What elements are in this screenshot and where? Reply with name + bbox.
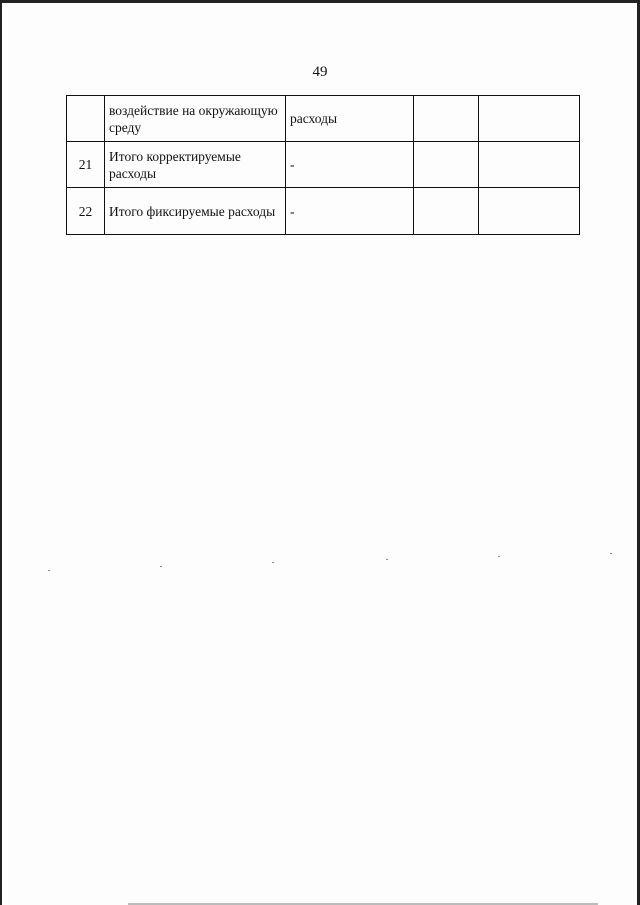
table-row: [67, 96, 580, 142]
row-name-cell: Итого корректируемые расходы: [105, 142, 286, 188]
row-empty-cell: [479, 188, 580, 235]
row-type-cell: расходы: [286, 96, 414, 142]
row-name-cell: воздействие на окружающую среду: [105, 96, 286, 142]
row-number-cell: 21: [67, 142, 105, 188]
scan-edge-left: [0, 0, 2, 905]
scan-edge-top: [0, 0, 640, 3]
row-name-cell: Итого фиксируемые расходы: [105, 188, 286, 235]
cost-table: [66, 95, 580, 235]
row-type-cell: -: [286, 142, 414, 188]
row-number-cell: [67, 96, 105, 142]
row-empty-cell: [414, 188, 479, 235]
row-empty-cell: [414, 96, 479, 142]
table-row: [67, 142, 580, 188]
row-empty-cell: [479, 142, 580, 188]
row-empty-cell: [414, 142, 479, 188]
row-type-cell: -: [286, 188, 414, 235]
table-row: [67, 188, 580, 235]
row-empty-cell: [479, 96, 580, 142]
page-number: 49: [312, 64, 328, 80]
row-number-cell: 22: [67, 188, 105, 235]
